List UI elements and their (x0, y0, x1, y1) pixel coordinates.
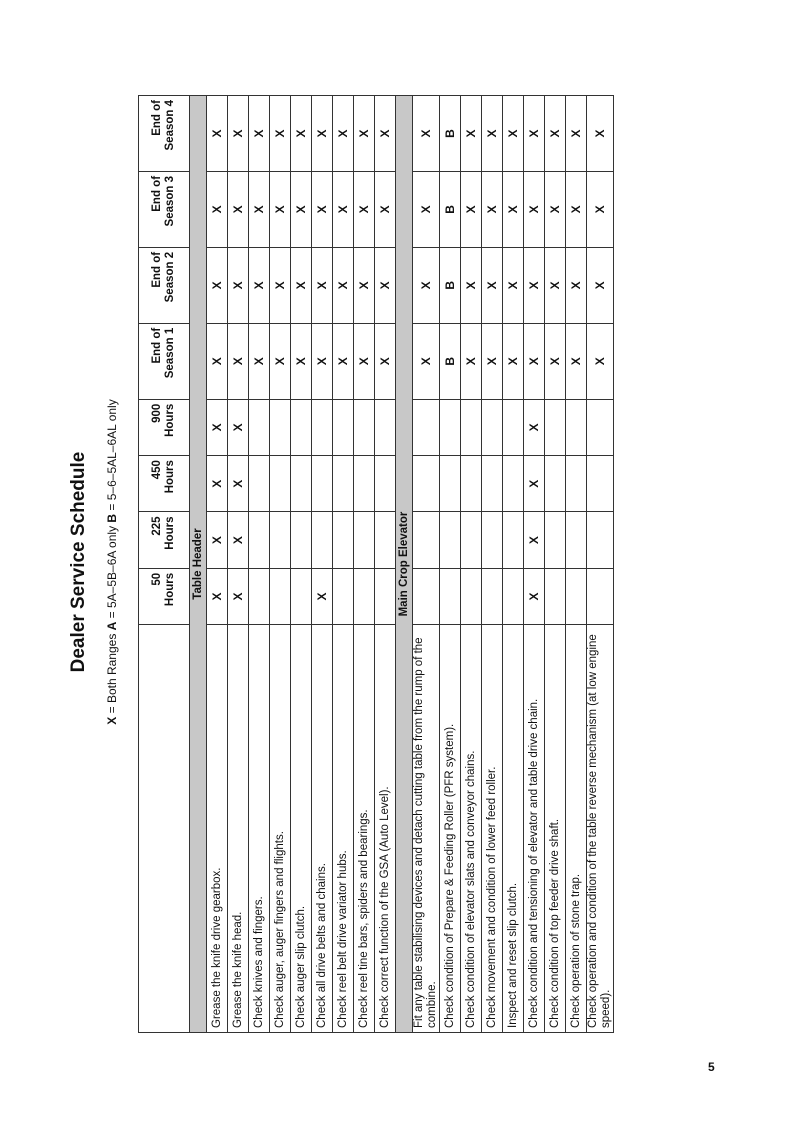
column-header (139, 323, 190, 399)
schedule-mark: X (312, 323, 333, 399)
schedule-mark (354, 568, 375, 624)
schedule-mark: X (503, 247, 524, 323)
page-number: 5 (708, 1060, 715, 1074)
column-header (139, 568, 190, 624)
table-row (440, 96, 461, 1033)
table-row (545, 96, 566, 1033)
schedule-mark: X (545, 247, 566, 323)
task-cell: Check reel tine bars, spiders and bearings. (354, 625, 375, 1033)
schedule-mark (440, 456, 461, 512)
task-cell: Check condition of Prepare & Feeding Roller (PFR system). (440, 625, 461, 1033)
schedule-mark (413, 512, 440, 568)
table-row (270, 96, 291, 1033)
schedule-mark: X (566, 323, 587, 399)
schedule-mark: X (524, 323, 545, 399)
column-header-line: End of (151, 175, 163, 212)
task-cell: Grease the knife head. (228, 625, 249, 1033)
section-row (190, 96, 207, 1033)
schedule-mark: X (249, 171, 270, 247)
schedule-mark (333, 456, 354, 512)
schedule-mark: X (228, 456, 249, 512)
table-row (461, 96, 482, 1033)
schedule-mark: B (440, 247, 461, 323)
schedule-mark: B (440, 323, 461, 399)
column-header-line: 225 (151, 516, 163, 536)
schedule-mark: X (545, 171, 566, 247)
table-row (228, 96, 249, 1033)
schedule-mark (545, 568, 566, 624)
task-cell: Check auger, auger fingers and flights. (270, 625, 291, 1033)
schedule-mark: X (413, 96, 440, 172)
column-header (139, 96, 190, 172)
schedule-mark: X (291, 247, 312, 323)
schedule-mark: X (482, 171, 503, 247)
schedule-mark: X (413, 247, 440, 323)
schedule-mark: X (291, 96, 312, 172)
schedule-mark (482, 568, 503, 624)
schedule-mark: X (587, 96, 614, 172)
schedule-mark: X (375, 247, 396, 323)
schedule-mark: X (461, 323, 482, 399)
schedule-mark: X (207, 399, 228, 455)
column-header-line: Hours (164, 516, 176, 550)
table-row (413, 96, 440, 1033)
task-cell: Check condition of top feeder drive shaft. (545, 625, 566, 1033)
schedule-mark (312, 399, 333, 455)
schedule-mark (503, 456, 524, 512)
table-row (503, 96, 524, 1033)
table-row (333, 96, 354, 1033)
column-header-line: End of (151, 100, 163, 136)
schedule-mark: X (228, 399, 249, 455)
task-column-header (139, 625, 190, 1033)
schedule-mark (354, 512, 375, 568)
column-header-line: Hours (164, 572, 176, 607)
schedule-mark: X (375, 171, 396, 247)
schedule-mark: B (440, 96, 461, 172)
schedule-mark (461, 512, 482, 568)
schedule-mark (291, 568, 312, 624)
section-row (396, 96, 413, 1033)
schedule-mark (503, 568, 524, 624)
schedule-mark: X (333, 171, 354, 247)
schedule-mark (249, 568, 270, 624)
task-cell: Check operation of stone trap. (566, 625, 587, 1033)
schedule-mark (545, 456, 566, 512)
task-cell: Check reel belt drive variator hubs. (333, 625, 354, 1033)
section-title: Main Crop Elevator (396, 96, 413, 1033)
table-row (312, 96, 333, 1033)
column-header-line: 900 (151, 403, 163, 423)
schedule-mark: X (566, 247, 587, 323)
table-row (524, 96, 545, 1033)
schedule-mark: X (354, 247, 375, 323)
schedule-mark: X (461, 247, 482, 323)
schedule-mark: X (291, 171, 312, 247)
schedule-mark: X (482, 96, 503, 172)
schedule-mark: X (587, 171, 614, 247)
task-cell: Check condition of elevator slats and conveyor chains. (461, 625, 482, 1033)
schedule-mark: B (440, 171, 461, 247)
schedule-mark: X (207, 512, 228, 568)
page-title: Dealer Service Schedule (68, 451, 89, 673)
schedule-mark (249, 456, 270, 512)
legend-x-key: X (105, 716, 119, 725)
schedule-mark: X (524, 456, 545, 512)
schedule-mark: X (270, 323, 291, 399)
schedule-mark (545, 512, 566, 568)
schedule-mark: X (503, 323, 524, 399)
schedule-mark (354, 399, 375, 455)
schedule-mark (461, 568, 482, 624)
column-header (139, 456, 190, 512)
schedule-mark (270, 456, 291, 512)
schedule-mark (270, 399, 291, 455)
legend-a-key: A (105, 621, 119, 631)
schedule-mark: X (249, 247, 270, 323)
schedule-mark: X (312, 96, 333, 172)
schedule-mark: X (587, 247, 614, 323)
legend-x-text: = Both Ranges (105, 630, 119, 717)
schedule-mark: X (461, 96, 482, 172)
task-cell: Fit any table stabilising devices and detach cutting table from the rump of the combine. (413, 625, 440, 1033)
schedule-mark: X (207, 171, 228, 247)
schedule-mark: X (587, 323, 614, 399)
table-row (207, 96, 228, 1033)
column-header-line: Hours (164, 403, 176, 437)
schedule-mark (312, 512, 333, 568)
table-row (566, 96, 587, 1033)
schedule-mark: X (228, 96, 249, 172)
schedule-mark (291, 399, 312, 455)
schedule-mark: X (228, 247, 249, 323)
schedule-mark (354, 456, 375, 512)
schedule-mark (566, 399, 587, 455)
table-body (190, 96, 614, 1033)
schedule-mark: X (524, 96, 545, 172)
schedule-mark (566, 568, 587, 624)
column-header (139, 171, 190, 247)
schedule-mark: X (270, 247, 291, 323)
schedule-mark (375, 456, 396, 512)
schedule-mark (249, 512, 270, 568)
schedule-mark: X (270, 171, 291, 247)
schedule-mark: X (545, 96, 566, 172)
schedule-mark: X (333, 323, 354, 399)
schedule-mark: X (413, 323, 440, 399)
schedule-mark (503, 512, 524, 568)
task-cell: Check movement and condition of lower feed roller. (482, 625, 503, 1033)
schedule-mark (413, 399, 440, 455)
schedule-mark (482, 512, 503, 568)
schedule-mark: X (228, 171, 249, 247)
legend-b-text: = 5–6–5AL–6AL only (105, 399, 119, 514)
column-header-line: 450 (151, 460, 163, 480)
schedule-mark: X (354, 171, 375, 247)
schedule-mark: X (524, 512, 545, 568)
schedule-mark: X (312, 171, 333, 247)
column-header (139, 399, 190, 455)
schedule-mark: X (524, 568, 545, 624)
task-cell: Check all drive belts and chains. (312, 625, 333, 1033)
schedule-mark (587, 512, 614, 568)
schedule-mark: X (228, 568, 249, 624)
schedule-mark (270, 512, 291, 568)
task-cell: Inspect and reset slip clutch. (503, 625, 524, 1033)
schedule-mark: X (207, 96, 228, 172)
schedule-mark (461, 399, 482, 455)
schedule-mark (587, 399, 614, 455)
schedule-mark (333, 512, 354, 568)
schedule-mark (312, 456, 333, 512)
column-header-line: End of (151, 327, 163, 364)
schedule-mark: X (545, 323, 566, 399)
schedule-mark (333, 399, 354, 455)
schedule-mark: X (207, 568, 228, 624)
schedule-mark: X (228, 512, 249, 568)
schedule-mark: X (333, 96, 354, 172)
column-header-line: End of (151, 251, 163, 288)
schedule-mark: X (270, 96, 291, 172)
schedule-mark (482, 399, 503, 455)
task-cell: Check operation and condition of the table reverse mechanism (at low engine speed). (587, 625, 614, 1033)
schedule-mark (503, 399, 524, 455)
schedule-mark: X (291, 323, 312, 399)
schedule-mark: X (482, 247, 503, 323)
task-cell: Check correct function of the GSA (Auto Level). (375, 625, 396, 1033)
schedule-mark: X (228, 323, 249, 399)
schedule-mark (270, 568, 291, 624)
column-header (139, 247, 190, 323)
task-cell: Grease the knife drive gearbox. (207, 625, 228, 1033)
column-header-line: Season 2 (164, 251, 176, 303)
legend (105, 0, 119, 1124)
legend-b-key: B (105, 513, 119, 523)
header-row (139, 96, 190, 1033)
task-cell: Check condition and tensioning of elevator and table drive chain. (524, 625, 545, 1033)
schedule-mark: X (524, 171, 545, 247)
task-cell: Check knives and fingers. (249, 625, 270, 1033)
schedule-mark (587, 568, 614, 624)
schedule-mark (413, 568, 440, 624)
schedule-mark: X (375, 96, 396, 172)
schedule-mark: X (524, 399, 545, 455)
table-row (354, 96, 375, 1033)
schedule-mark: X (482, 323, 503, 399)
table-row (249, 96, 270, 1033)
schedule-mark (413, 456, 440, 512)
schedule-mark: X (375, 323, 396, 399)
schedule-mark (375, 399, 396, 455)
schedule-mark: X (249, 96, 270, 172)
schedule-mark: X (207, 456, 228, 512)
column-header-line: Season 3 (164, 175, 176, 227)
table-row (291, 96, 312, 1033)
schedule-mark (291, 512, 312, 568)
schedule-mark (545, 399, 566, 455)
schedule-mark (440, 512, 461, 568)
schedule-mark (566, 456, 587, 512)
table-row (375, 96, 396, 1033)
schedule-mark (440, 568, 461, 624)
legend-a-text: = 5A–5B–6A only (105, 522, 119, 622)
schedule-mark (375, 568, 396, 624)
schedule-mark: X (312, 247, 333, 323)
schedule-mark (440, 399, 461, 455)
schedule-mark: X (207, 323, 228, 399)
schedule-mark (587, 456, 614, 512)
schedule-mark: X (207, 247, 228, 323)
schedule-mark (482, 456, 503, 512)
task-cell: Check auger slip clutch. (291, 625, 312, 1033)
column-header-line: Hours (164, 460, 176, 494)
schedule-mark: X (312, 568, 333, 624)
column-header-line: Season 4 (164, 100, 176, 151)
schedule-mark: X (354, 96, 375, 172)
schedule-mark: X (461, 171, 482, 247)
table-row (587, 96, 614, 1033)
schedule-mark: X (503, 171, 524, 247)
table-row (482, 96, 503, 1033)
schedule-mark: X (566, 171, 587, 247)
schedule-mark: X (566, 96, 587, 172)
column-header-line: Season 1 (164, 327, 176, 379)
service-schedule-table (138, 95, 614, 1033)
schedule-mark: X (413, 171, 440, 247)
column-header-line: 50 (151, 572, 163, 586)
schedule-mark: X (503, 96, 524, 172)
schedule-mark (249, 399, 270, 455)
schedule-mark (291, 456, 312, 512)
schedule-mark: X (249, 323, 270, 399)
column-header (139, 512, 190, 568)
schedule-mark (461, 456, 482, 512)
schedule-mark: X (524, 247, 545, 323)
schedule-mark: X (354, 323, 375, 399)
schedule-mark (333, 568, 354, 624)
section-title: Table Header (190, 96, 207, 1033)
schedule-mark: X (333, 247, 354, 323)
schedule-mark (566, 512, 587, 568)
schedule-mark (375, 512, 396, 568)
